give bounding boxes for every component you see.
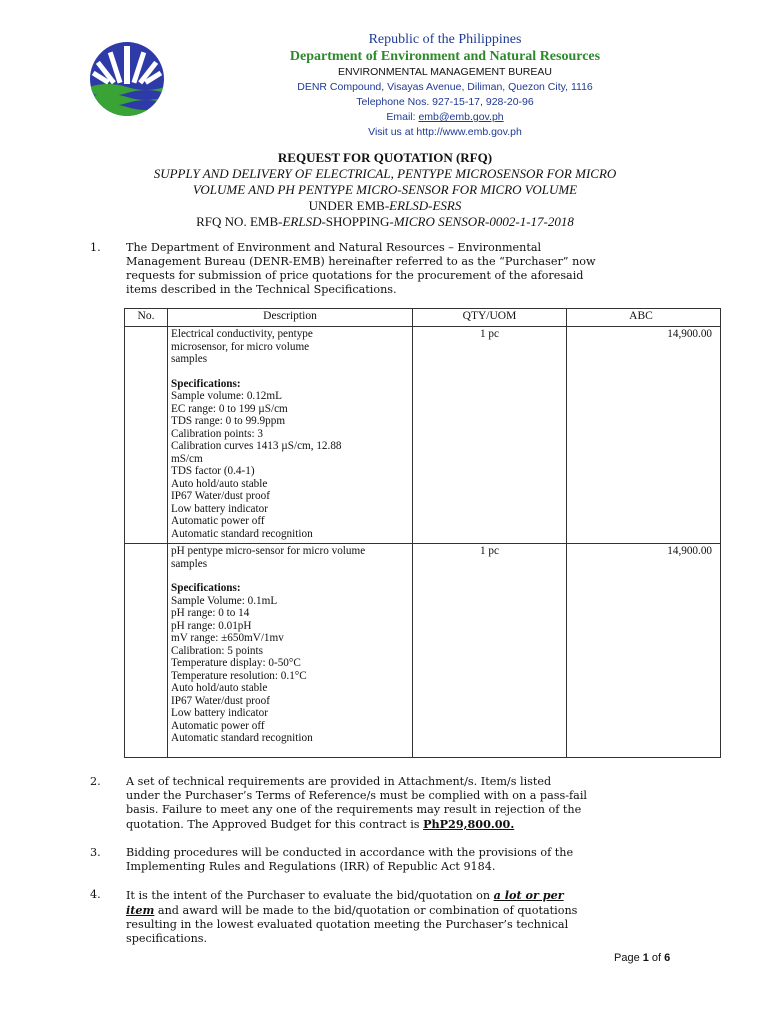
denr-logo-icon bbox=[89, 41, 165, 117]
award-basis-emphasis: a lot or per bbox=[493, 888, 564, 902]
header-abc: ABC bbox=[567, 309, 721, 327]
rfq-under-line: UNDER EMB-ERLSD-ESRS bbox=[308, 198, 462, 213]
department-line: Department of Environment and Natural Resources bbox=[289, 49, 601, 64]
paragraph-number: 4. bbox=[90, 888, 101, 901]
address-line: DENR Compound, Visayas Avenue, Diliman, Quezon City, 1116 bbox=[297, 81, 593, 93]
paragraph-text: It is the intent of the Purchaser to evaluate the bid/quotation on a lot or per item and award will be made to the bid/quotation or combination of quotations resulting in the lowest evaluated quotation meeting the Purchaser’s technical specifications. bbox=[126, 888, 578, 945]
rfq-subject-line-1: SUPPLY AND DELIVERY OF ELECTRICAL, PENTYPE MICROSENSOR FOR MICRO bbox=[153, 166, 617, 181]
row-description: Electrical conductivity, pentype microsensor, for micro volume samples Specifications: Sample volume: 0.12mL EC range: 0 to 199 µS/cm TDS range: 0 to 99.9ppm Calibration points: 3 Calibration curves 1413 µS/cm, 12.88 mS/cm TDS factor (0.4-1) Auto hold/auto stable IP67 Water/dust proof Low battery indicator Automatic power off Automatic standard recognition bbox=[168, 327, 413, 544]
paragraph-number: 3. bbox=[90, 846, 101, 859]
spec-heading: Specifications: bbox=[171, 582, 241, 594]
paragraph-number: 1. bbox=[90, 241, 101, 254]
paragraph-text: A set of technical requirements are provided in Attachment/s. Item/s listed under the Purchaser’s Terms of Reference/s must be complied with on a pass-fail basis. Failure to meet any one of the requirements may result in rejection of the quotation. The Approved Budget for this contract is PhP29,800.00. bbox=[126, 775, 587, 831]
paragraph-2 bbox=[90, 775, 690, 833]
row-abc: 14,900.00 bbox=[567, 544, 721, 758]
website-line[interactable]: Visit us at http://www.emb.gov.ph bbox=[368, 126, 522, 138]
paragraph-1 bbox=[90, 241, 690, 301]
header-no: No. bbox=[125, 309, 168, 327]
bureau-line: ENVIRONMENTAL MANAGEMENT BUREAU bbox=[338, 66, 552, 78]
rfq-number-line: RFQ NO. EMB-ERLSD-SHOPPING-MICRO SENSOR-0002-1-17-2018 bbox=[196, 214, 574, 229]
rfq-title-block bbox=[80, 150, 690, 230]
paragraph-text: Bidding procedures will be conducted in accordance with the provisions of the Implementing Rules and Regulations (IRR) of Republic Act 9184. bbox=[126, 846, 574, 873]
table-row bbox=[125, 327, 721, 544]
row-description: pH pentype micro-sensor for micro volume samples Specifications: Sample Volume: 0.1mL pH range: 0 to 14 pH range: 0.01pH mV range: ±650mV/1mv Calibration: 5 points Temperature display: 0-50°C Temperature resolution: 0.1°C Auto hold/auto stable IP67 Water/dust proof Low battery indicator Automatic power off Automatic standard recognition bbox=[168, 544, 413, 758]
row-qty: 1 pc bbox=[413, 327, 567, 544]
paragraph-number: 2. bbox=[90, 775, 101, 788]
row-qty: 1 pc bbox=[413, 544, 567, 758]
header-description: Description bbox=[168, 309, 413, 327]
header-qty: QTY/UOM bbox=[413, 309, 567, 327]
row-no bbox=[125, 544, 168, 758]
table-header-row bbox=[125, 309, 721, 327]
row-abc: 14,900.00 bbox=[567, 327, 721, 544]
republic-line: Republic of the Philippines bbox=[368, 32, 522, 47]
letterhead bbox=[180, 31, 710, 140]
paragraph-text: The Department of Environment and Natural Resources – Environmental Management Bureau (DENR-EMB) hereinafter referred to as the “Purchaser” now requests for submission of price quotations for the procurement of the aforesaid items described in the Technical Specifications. bbox=[126, 241, 596, 296]
paragraph-3 bbox=[90, 846, 690, 876]
email-link[interactable]: emb@emb.gov.ph bbox=[418, 111, 504, 123]
approved-budget-amount: PhP29,800.00. bbox=[423, 817, 515, 831]
table-row bbox=[125, 544, 721, 758]
rfq-subject-line-2: VOLUME AND PH PENTYPE MICRO-SENSOR FOR MICRO VOLUME bbox=[192, 182, 578, 197]
rfq-heading: REQUEST FOR QUOTATION (RFQ) bbox=[277, 150, 493, 165]
email-line: Email: emb@emb.gov.ph bbox=[386, 111, 504, 123]
telephone-line: Telephone Nos. 927-15-17, 928-20-96 bbox=[356, 96, 534, 108]
spec-heading: Specifications: bbox=[171, 377, 241, 390]
row-no bbox=[125, 327, 168, 544]
page-number: Page 1 of 6 bbox=[614, 952, 671, 964]
paragraph-4 bbox=[90, 888, 690, 946]
specifications-table bbox=[124, 308, 721, 758]
